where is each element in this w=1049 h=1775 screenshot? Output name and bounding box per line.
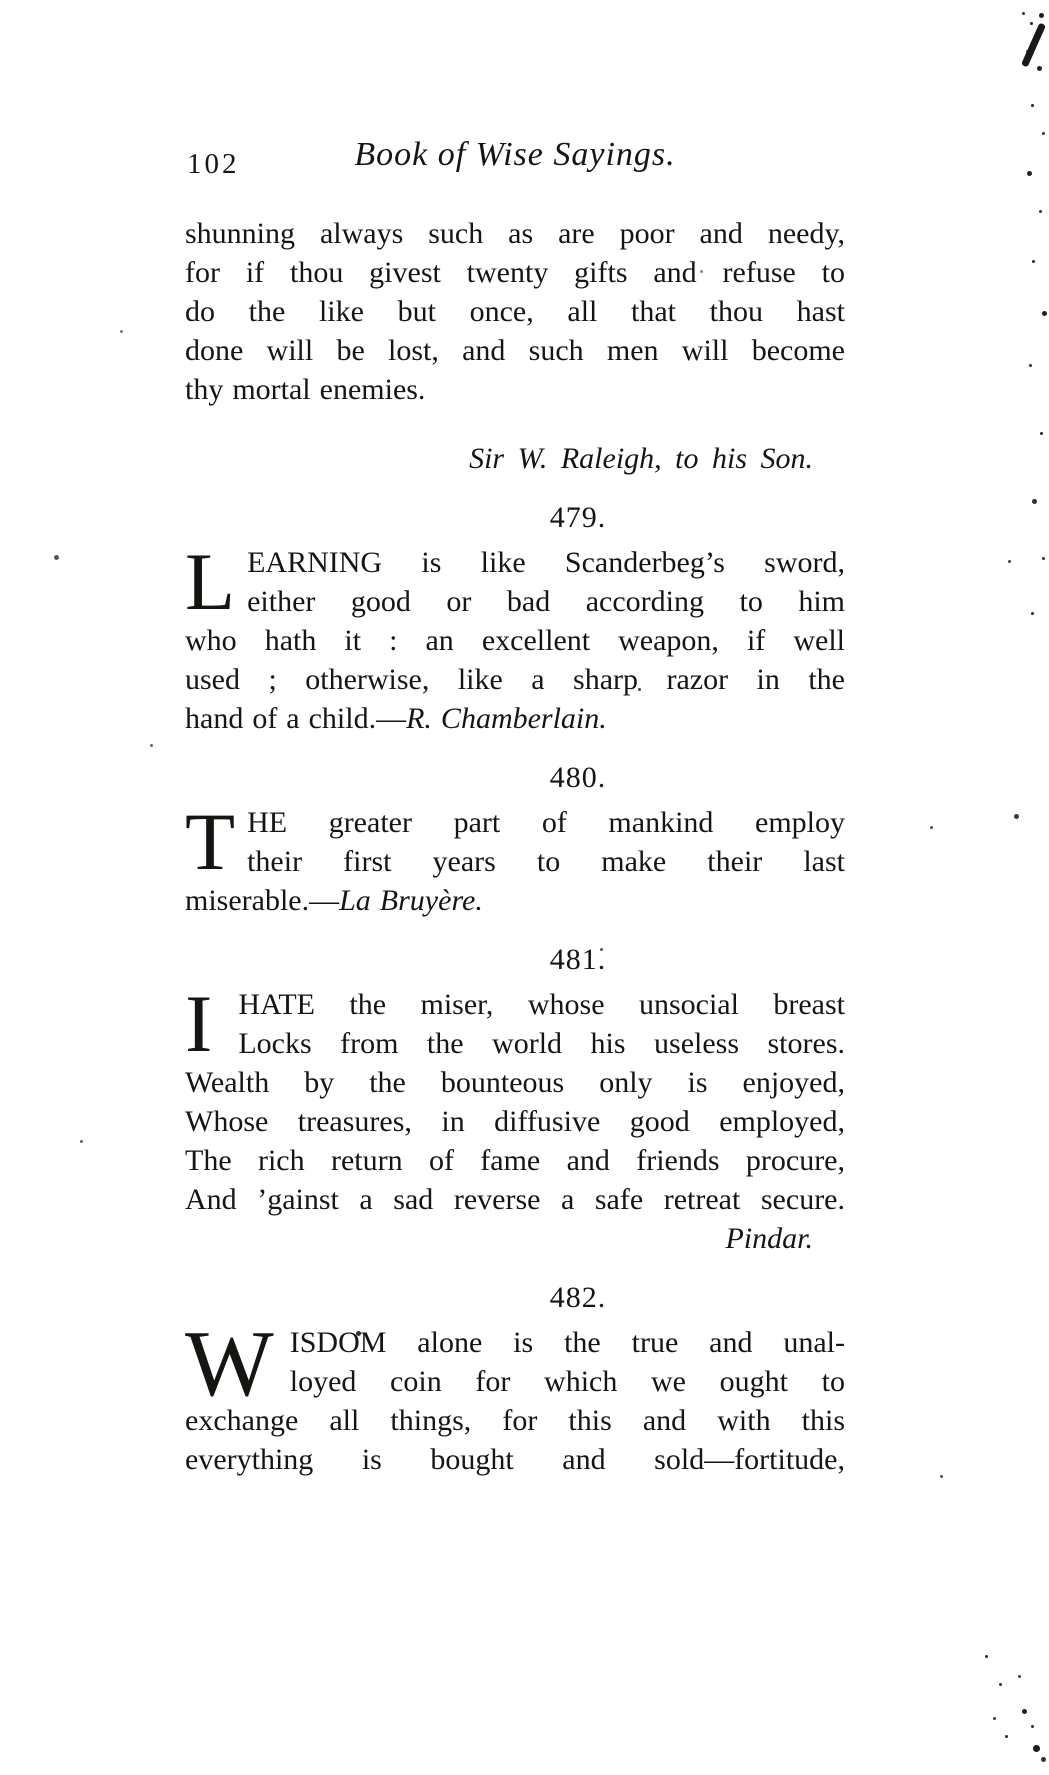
text-line [185, 1024, 845, 1063]
text: Whose treasures, in diffusive good employed, [185, 1105, 845, 1138]
text-line [185, 370, 845, 409]
text-line [185, 543, 845, 582]
text: ISDOM alone is the true and unal- [289, 1326, 845, 1359]
text: thy mortal enemies. [185, 373, 426, 406]
italic-text: R. Chamberlain. [406, 702, 607, 735]
drop-cap: W [185, 1312, 274, 1416]
text: everything is bought and sold—fortitude, [185, 1443, 845, 1476]
text: HE greater part of mankind employ [247, 806, 845, 839]
italic-text: Pindar. [725, 1222, 813, 1255]
text: shunning always such as are poor and needy, [185, 217, 845, 250]
text-line [185, 582, 845, 621]
text-line [185, 699, 845, 738]
scan-noise-right-edge [1022, 12, 1025, 15]
saying [185, 536, 845, 738]
text: Locks from the world his useless stores. [238, 1027, 845, 1060]
text-line [185, 292, 845, 331]
text-line [185, 1401, 845, 1440]
text: either good or bad according to him [247, 585, 845, 618]
text-line [185, 1180, 845, 1219]
saying-number: 481. [549, 943, 607, 976]
scan-noise-specks [0, 0, 3, 3]
text: who hath it : an excellent weapon, if well [185, 624, 845, 657]
text-line [185, 331, 845, 370]
text-line [185, 1141, 845, 1180]
text: The rich return of fame and friends procure, [185, 1144, 845, 1177]
saying-number: 479. [549, 501, 607, 534]
text: hand of a child.— [185, 702, 407, 735]
text: And ’gainst a sad reverse a safe retreat secure. [185, 1183, 845, 1216]
italic-text: La Bruyère. [339, 884, 483, 917]
drop-cap: I [185, 978, 213, 1069]
text-line [185, 214, 845, 253]
text: miserable.— [185, 884, 340, 917]
text-line [185, 621, 845, 660]
text-line [185, 881, 845, 920]
paragraph [185, 214, 845, 409]
text: do the like but once, all that thou hast [185, 295, 845, 328]
saying-number: 480. [549, 761, 607, 794]
text-column [185, 214, 845, 1479]
text: their first years to make their last [247, 845, 845, 878]
italic-text: Sir W. Raleigh, to his Son. [469, 442, 813, 475]
page-number: 102 [187, 148, 240, 180]
text-line [185, 1323, 845, 1362]
saying [185, 1312, 845, 1479]
text: for if thou givest twenty gifts and refuse to [185, 256, 845, 289]
text: EARNING is like Scanderbeg’s sword, [247, 546, 845, 579]
text-line [185, 803, 845, 842]
attribution [185, 1219, 845, 1258]
text-line [185, 1063, 845, 1102]
saying [185, 796, 845, 920]
text: used ; otherwise, like a sharp razor in the [185, 663, 845, 696]
text-line [185, 985, 845, 1024]
text: loyed coin for which we ought to [289, 1365, 845, 1398]
text-line [185, 660, 845, 699]
scan-noise-bottom-right [985, 1655, 988, 1658]
text: exchange all things, for this and with this [185, 1404, 845, 1437]
scan-noise-streak [1021, 23, 1046, 68]
saying-number: 482. [549, 1281, 607, 1314]
page-header [185, 136, 845, 198]
running-title: Book of Wise Sayings. [354, 136, 676, 173]
text-line [185, 842, 845, 881]
text-line [185, 1440, 845, 1479]
text-line [185, 1362, 845, 1401]
saying [185, 978, 845, 1219]
text-line [185, 253, 845, 292]
text: HATE the miser, whose unsocial breast [238, 988, 845, 1021]
attribution [185, 439, 845, 478]
text: done will be lost, and such men will become [185, 334, 845, 367]
drop-cap: L [185, 536, 236, 627]
drop-cap: T [185, 796, 236, 887]
text: Wealth by the bounteous only is enjoyed, [185, 1066, 845, 1099]
text-line [185, 1102, 845, 1141]
